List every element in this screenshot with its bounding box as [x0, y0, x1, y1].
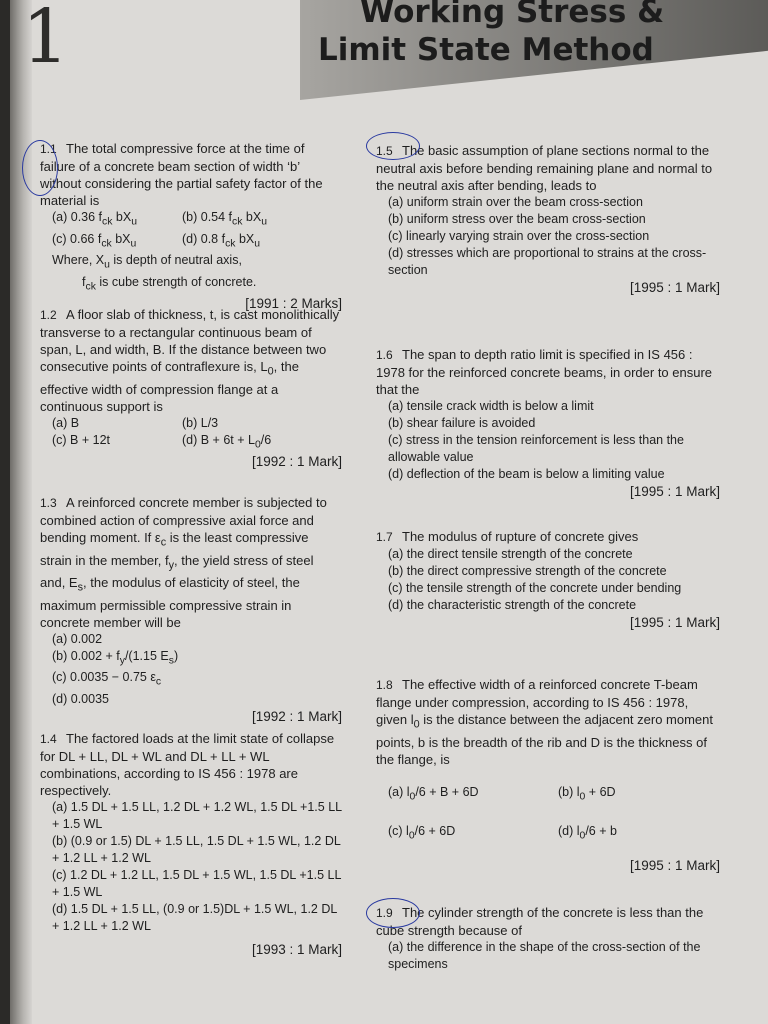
- note-line-1: Where, $X_u$ is depth of neutral axis,: [52, 253, 242, 271]
- question-stem: The cylinder strength of the concrete is less than the cube strength because of: [376, 905, 704, 938]
- textbook-page: [10, 0, 768, 1024]
- option-b: (b) L/3: [182, 415, 219, 430]
- option-c: (c) B + 12t: [52, 432, 111, 447]
- question-1-1: [22, 140, 342, 312]
- pen-circle-question-number: [366, 132, 420, 160]
- option-c: (c) the tensile strength of the concrete under bending: [388, 581, 682, 595]
- option-a: (a) 1.5 DL + 1.5 LL, 1.2 DL + 1.2 WL, 1.5 DL +1.5 LL + 1.5 WL: [52, 800, 342, 831]
- marks-label: [1995 : 1 Mark]: [629, 280, 720, 295]
- option-a: (a) the difference in the shape of the cross-section of the specimens: [388, 940, 701, 971]
- marks-label: [1991 : 2 Marks]: [245, 296, 342, 311]
- question-stem: The effective width of a reinforced concrete T-beam flange under compression, according to IS 456 : 1978, given $l_0$ is the distance between the adjacent zero moment points, b is the breadth of the rib and D is the thickness of the flange, is: [376, 677, 714, 767]
- marks-label: [1992 : 1 Mark]: [251, 708, 342, 724]
- option-c: (c) 1.2 DL + 1.2 LL, 1.5 DL + 1.5 WL, 1.5 DL +1.5 LL + 1.5 WL: [52, 868, 341, 899]
- option-b: (b) $l_0 + 6D$: [558, 784, 616, 803]
- option-d: (d) 0.8 $f_{ck}$ $bX_u$: [182, 231, 261, 249]
- option-a: (a) 0.002: [52, 631, 103, 646]
- question-1-8: [358, 676, 720, 874]
- marks-label: [1995 : 1 Mark]: [629, 615, 720, 630]
- question-number: 1.8: [376, 678, 393, 692]
- question-1-4: [22, 730, 342, 958]
- option-d: (d) 0.0035: [52, 691, 109, 706]
- question-number: 1.2: [40, 308, 57, 322]
- note-line-2: $f_{ck}$ is cube strength of concrete.: [82, 274, 257, 292]
- question-stem: The modulus of rupture of concrete gives: [402, 529, 639, 544]
- chapter-number: 1: [22, 0, 70, 80]
- question-1-2: [22, 306, 342, 470]
- option-c: (c) stress in the tension reinforcement is less than the allowable value: [388, 433, 684, 464]
- marks-label: [1992 : 1 Mark]: [251, 454, 342, 470]
- option-d: (d) 1.5 DL + 1.5 LL, (0.9 or 1.5)DL + 1.5 WL, 1.2 DL + 1.2 LL + 1.2 WL: [52, 902, 337, 933]
- option-d: (d) $l_0/6 + b$: [558, 824, 617, 842]
- option-a: (a) the direct tensile strength of the concrete: [388, 547, 633, 561]
- option-c: (c) $l_0/6 + 6D$: [388, 824, 456, 842]
- option-d: (d) the characteristic strength of the concrete: [388, 598, 637, 612]
- chapter-title-line2: Limit State Method: [318, 32, 654, 68]
- option-a: (a) B: [52, 415, 80, 430]
- option-b: (b) $0.002 + f_y/(1.15$ $E_s$): [52, 648, 179, 667]
- question-stem: A floor slab of thickness, t, is cast monolithically transverse to a rectangular continuous beam of span, L, and width, B. If the distance between two consecutive points of contraflexure is, $L_0$, the effective width of compression flange at a continuous support is: [40, 307, 340, 414]
- option-b: (b) the direct compressive strength of the concrete: [388, 564, 667, 578]
- option-b: (b) shear failure is avoided: [388, 416, 536, 430]
- question-1-6: [358, 346, 720, 500]
- question-stem: The basic assumption of plane sections normal to the neutral axis before bending remaining plane and normal to the neutral axis after bending, leads to: [376, 143, 713, 193]
- question-stem: A reinforced concrete member is subjected to combined action of compressive axial force and bending moment. If $\varepsilon_c$ is the least compressive strain in the member, $f_y$, the yield stress of steel and, $E_s$, the modulus of elasticity of steel, the maximum permissible compressive strain in concrete member will be: [40, 495, 327, 630]
- question-number: 1.7: [376, 530, 393, 544]
- option-a: (a) $l_0/6 + B + 6D$: [388, 784, 479, 803]
- option-d: (d) $B + 6t + L_0/6$: [182, 432, 272, 451]
- question-stem: The total compressive force at the time of failure of a concrete beam section of width ‘b’ without considering the partial safety factor of the material is: [40, 141, 323, 208]
- option-a: (a) 0.36 $f_{ck}$ $bX_u$: [52, 210, 137, 228]
- question-number: 1.9: [376, 906, 393, 920]
- option-d: (d) deflection of the beam is below a limiting value: [388, 467, 665, 481]
- option-a: (a) uniform strain over the beam cross-section: [388, 195, 643, 209]
- question-number: 1.3: [40, 496, 57, 510]
- question-stem: The span to depth ratio limit is specified in IS 456 : 1978 for the reinforced concrete beams, in order to ensure that the: [376, 347, 713, 397]
- question-1-5: [358, 142, 720, 296]
- option-c: (c) 0.0035 − 0.75 $\varepsilon_c$: [52, 670, 162, 688]
- option-a: (a) tensile crack width is below a limit: [388, 399, 594, 413]
- question-stem: The factored loads at the limit state of collapse for DL + LL, DL + WL and DL + LL + WL combinations, according to IS 456 : 1978 are respectively.: [40, 731, 335, 798]
- chapter-title-line1: Working Stress &: [360, 0, 665, 30]
- pen-circle-question-number: [366, 898, 420, 928]
- marks-label: [1995 : 1 Mark]: [629, 484, 720, 499]
- question-number: 1.4: [40, 732, 57, 746]
- option-b: (b) uniform stress over the beam cross-section: [388, 212, 646, 226]
- question-1-3: [22, 494, 342, 725]
- marks-label: [1995 : 1 Mark]: [629, 857, 720, 873]
- marks-label: [1993 : 1 Mark]: [251, 942, 342, 957]
- option-b: (b) 0.54 $f_{ck}$ $bX_u$: [182, 210, 267, 228]
- option-b: (b) (0.9 or 1.5) DL + 1.5 LL, 1.5 DL + 1.5 WL, 1.2 DL + 1.2 LL + 1.2 WL: [52, 834, 341, 865]
- question-1-7: [358, 528, 720, 631]
- question-number: 1.1: [40, 142, 57, 156]
- pen-circle-question-number: [22, 140, 58, 196]
- question-number: 1.5: [376, 144, 393, 158]
- option-d: (d) stresses which are proportional to strains at the cross-section: [388, 246, 707, 277]
- question-number: 1.6: [376, 348, 393, 362]
- option-c: (c) linearly varying strain over the cross-section: [388, 229, 650, 243]
- option-c: (c) 0.66 $f_{ck}$ $bX_u$: [52, 231, 137, 249]
